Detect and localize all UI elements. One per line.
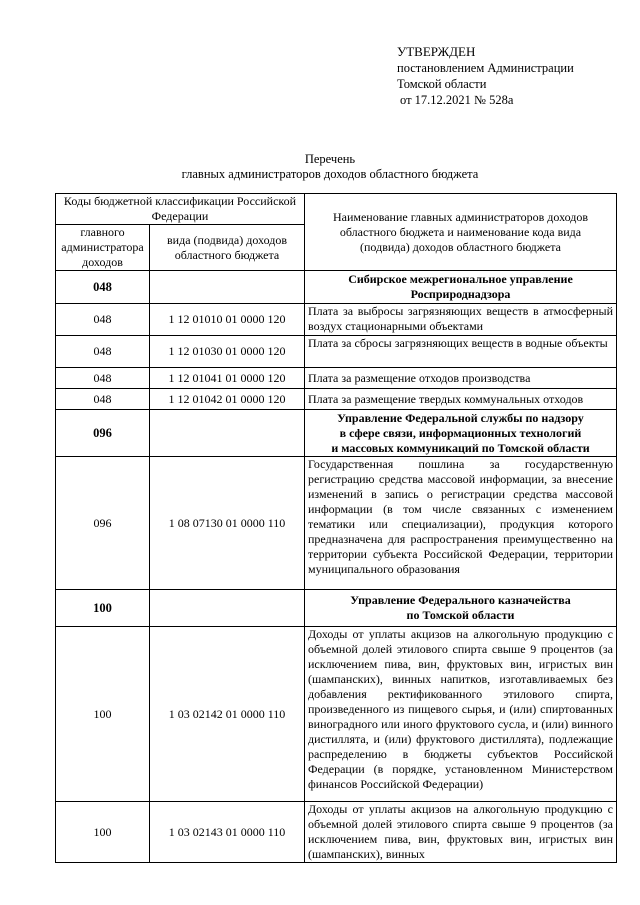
table-row xyxy=(56,627,617,802)
admin-code: 048 xyxy=(56,304,150,336)
header-main-admin: главного администратора доходов xyxy=(56,225,150,271)
admin-code: 096 xyxy=(56,457,150,590)
income-name: Плата за сбросы загрязняющих веществ в водные объекты xyxy=(305,336,617,368)
section-name-line: Росприроднадзора xyxy=(410,287,511,301)
section-name-line: Управление Федерального казначейства xyxy=(350,593,571,607)
title-line-2: главных администраторов доходов областного бюджета xyxy=(181,167,479,181)
empty-cell xyxy=(150,590,305,627)
income-name: Доходы от уплаты акцизов на алкогольную продукцию с объемной долей этилового спирта свыше 9 процентов (за исключением пива, вин, фруктовых вин, игристых вин (шампанских), винных напитков, изготавливаемых без добавления ректификованного этилового спирта, произведенного из пищевого сырья, и (или) спиртованных виноградного или иного фруктового сусла, и (или) винного дистиллята, и (или) фруктового дистиллята), подлежащие распределению в бюджеты субъектов Российской Федерации (в порядке, установленном Министерством финансов Российской Федерации) xyxy=(305,627,617,802)
document-title xyxy=(0,152,640,182)
approval-heading: УТВЕРЖДЕН xyxy=(397,44,476,59)
admin-code: 048 xyxy=(56,389,150,410)
table-row xyxy=(56,389,617,410)
header-row-1 xyxy=(56,194,617,225)
header-name: Наименование главных администраторов доходов областного бюджета и наименование кода вида (подвида) доходов областного бюджета xyxy=(305,194,617,271)
table-row xyxy=(56,336,617,368)
section-row-096 xyxy=(56,410,617,457)
title-line-1: Перечень xyxy=(304,152,356,166)
section-row-100 xyxy=(56,590,617,627)
income-name: Плата за размещение отходов производства xyxy=(305,368,617,389)
section-name-line: по Томской области xyxy=(406,608,515,622)
revenue-administrators-table xyxy=(55,193,617,863)
table-row xyxy=(56,457,617,590)
kbk-code: 1 03 02143 01 0000 110 xyxy=(150,802,305,863)
section-code: 096 xyxy=(56,410,150,457)
income-name: Плата за размещение твердых коммунальных отходов xyxy=(305,389,617,410)
empty-cell xyxy=(150,271,305,304)
section-name-line: в сфере связи, информационных технологий xyxy=(339,425,582,440)
kbk-code: 1 12 01010 01 0000 120 xyxy=(150,304,305,336)
empty-cell xyxy=(150,410,305,457)
admin-code: 100 xyxy=(56,802,150,863)
income-name: Доходы от уплаты акцизов на алкогольную продукцию с объемной долей этилового спирта свыше 9 процентов (за исключением пива, вин, фруктовых вин, игристых вин (шампанских), винных xyxy=(305,802,617,863)
header-codes: Коды бюджетной классификации Российской Федерации xyxy=(56,194,305,225)
kbk-code: 1 12 01030 01 0000 120 xyxy=(150,336,305,368)
section-name xyxy=(305,410,617,457)
section-code: 100 xyxy=(56,590,150,627)
section-name xyxy=(305,271,617,304)
section-name-line: Управление Федеральной службы по надзору xyxy=(337,410,584,425)
approval-block xyxy=(397,44,574,108)
table-row xyxy=(56,304,617,336)
approval-line-2: Томской области xyxy=(397,77,487,91)
admin-code: 048 xyxy=(56,368,150,389)
admin-code: 048 xyxy=(56,336,150,368)
section-name-line: Сибирское межрегиональное управление xyxy=(348,272,573,286)
section-code: 048 xyxy=(56,271,150,304)
section-row-048 xyxy=(56,271,617,304)
section-name xyxy=(305,590,617,627)
approval-line-1: постановлением Администрации xyxy=(397,61,574,75)
table-row xyxy=(56,802,617,863)
approval-line-3: от 17.12.2021 № 528а xyxy=(400,93,514,107)
income-name: Государственная пошлина за государственную регистрацию средства массовой информации, за внесение изменений в запись о регистрации средства массовой информации (в том числе связанных с изменением тематики или специализации), продукция которого предназначена для распространения преимущественно на территории субъекта Российской Федерации, территории муниципального образования xyxy=(305,457,617,590)
kbk-code: 1 12 01042 01 0000 120 xyxy=(150,389,305,410)
kbk-code: 1 12 01041 01 0000 120 xyxy=(150,368,305,389)
kbk-code: 1 08 07130 01 0000 110 xyxy=(150,457,305,590)
income-name: Плата за выбросы загрязняющих веществ в атмосферный воздух стационарными объектами xyxy=(305,304,617,336)
admin-code: 100 xyxy=(56,627,150,802)
table-row xyxy=(56,368,617,389)
header-type-code: вида (подвида) доходов областного бюджета xyxy=(150,225,305,271)
section-name-line: и массовых коммуникаций по Томской области xyxy=(331,440,590,455)
kbk-code: 1 03 02142 01 0000 110 xyxy=(150,627,305,802)
